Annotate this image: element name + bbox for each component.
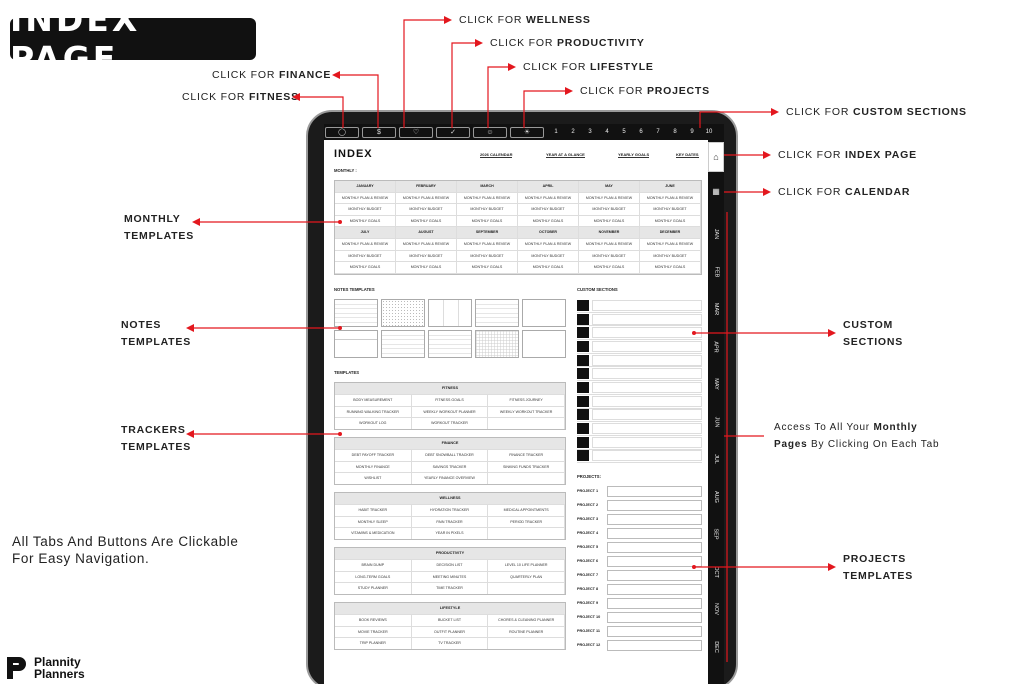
month-link[interactable]: MONTHLY GOALS [396, 262, 457, 274]
notes-template-thumb[interactable] [428, 330, 472, 358]
template-link[interactable]: TV TRACKER [412, 637, 489, 649]
month-link[interactable]: MONTHLY BUDGET [518, 204, 579, 216]
project-row[interactable] [577, 498, 702, 512]
notes-template-thumb[interactable] [381, 330, 425, 358]
project-field[interactable] [607, 514, 702, 525]
section-tab-4[interactable]: 4 [605, 129, 609, 135]
template-link [488, 417, 565, 429]
project-row[interactable] [577, 512, 702, 526]
project-row[interactable] [577, 568, 702, 582]
month-link[interactable]: MONTHLY GOALS [457, 262, 518, 274]
index-title: INDEX [334, 148, 373, 160]
project-row[interactable] [577, 582, 702, 596]
notes-label: NOTES TEMPLATES [334, 287, 375, 292]
label-custom-sections: CUSTOM SECTIONS [843, 319, 904, 348]
custom-section-field[interactable] [592, 409, 702, 420]
custom-section-row[interactable] [577, 395, 702, 409]
template-block-wellness [334, 492, 566, 540]
month-header-october[interactable]: OCTOBER [518, 227, 579, 239]
month-header-march[interactable]: MARCH [457, 181, 518, 193]
project-field[interactable] [607, 500, 702, 511]
project-field[interactable] [607, 570, 702, 581]
right-tab-bar [708, 140, 724, 684]
month-link[interactable]: MONTHLY BUDGET [457, 204, 518, 216]
productivity-icon[interactable]: ✓ [436, 127, 470, 138]
template-link[interactable]: MEDICAL APPOINTMENTS [488, 504, 565, 516]
month-tab-may[interactable]: MAY [712, 378, 719, 390]
project-label: PROJECT 5 [577, 545, 599, 549]
section-tab-8[interactable]: 8 [673, 129, 677, 135]
template-link[interactable]: SINKING FUNDS TRACKER [488, 461, 565, 473]
template-link[interactable]: FINANCE TRACKER [488, 449, 565, 461]
month-link[interactable]: MONTHLY PLAN & REVIEW [396, 239, 457, 251]
month-link[interactable]: MONTHLY PLAN & REVIEW [640, 193, 701, 205]
link-year-at-a-glance[interactable]: YEAR AT A GLANCE [546, 152, 585, 157]
month-tab-mar[interactable]: MAR [712, 302, 719, 316]
section-tab-6[interactable]: 6 [639, 129, 643, 135]
custom-section-row[interactable] [577, 340, 702, 354]
project-field[interactable] [607, 486, 702, 497]
custom-sections-list [577, 299, 702, 463]
custom-section-swatch[interactable] [577, 368, 589, 379]
template-link[interactable]: BOOK REVIEWS [335, 614, 412, 626]
wellness-icon[interactable]: ♡ [399, 127, 433, 138]
callout-index-page: CLICK FOR INDEX PAGE [778, 149, 917, 161]
template-block-title: FITNESS [335, 383, 565, 394]
notes-template-thumb[interactable] [522, 330, 566, 358]
project-row[interactable] [577, 540, 702, 554]
project-label: PROJECT 10 [577, 615, 601, 619]
template-link[interactable]: HABIT TRACKER [335, 504, 412, 516]
custom-section-field[interactable] [592, 382, 702, 393]
month-link[interactable]: MONTHLY PLAN & REVIEW [579, 193, 640, 205]
custom-section-swatch[interactable] [577, 314, 589, 325]
template-link[interactable]: WEEKLY WORKOUT PLANNER [412, 406, 489, 418]
month-link[interactable]: MONTHLY PLAN & REVIEW [518, 239, 579, 251]
template-link [488, 472, 565, 484]
section-tab-7[interactable]: 7 [656, 129, 660, 135]
template-link[interactable]: MOVIE TRACKER [335, 626, 412, 638]
project-row[interactable] [577, 638, 702, 652]
home-icon[interactable]: ⌂ [708, 142, 724, 172]
template-block-items [335, 614, 565, 649]
label-notes-templates: NOTES TEMPLATES [121, 319, 192, 348]
projects-list [577, 484, 702, 652]
month-link[interactable]: MONTHLY BUDGET [518, 251, 579, 263]
project-row[interactable] [577, 526, 702, 540]
template-block-title: LIFESTYLE [335, 603, 565, 614]
project-label: PROJECT 12 [577, 643, 601, 647]
project-row[interactable] [577, 484, 702, 498]
template-link[interactable]: RUNNING WALKING TRACKER [335, 406, 412, 418]
custom-section-swatch[interactable] [577, 327, 589, 338]
custom-section-swatch[interactable] [577, 382, 589, 393]
notes-template-thumb[interactable] [334, 330, 378, 358]
month-tab-nov[interactable]: NOV [712, 603, 719, 615]
month-link[interactable]: MONTHLY BUDGET [335, 251, 396, 263]
template-link[interactable]: LEVEL 10 LIFE PLANNER [488, 559, 565, 571]
month-header-april[interactable]: APRIL [518, 181, 579, 193]
projects-label: PROJECTS: [577, 474, 601, 479]
template-link[interactable]: TIME TRACKER [412, 582, 489, 594]
month-link[interactable]: MONTHLY BUDGET [457, 251, 518, 263]
callout-custom-sections: CLICK FOR CUSTOM SECTIONS [786, 106, 967, 118]
project-label: PROJECT 7 [577, 573, 599, 577]
notes-template-thumb[interactable] [428, 299, 472, 327]
projects-icon[interactable]: ☀ [510, 127, 544, 138]
template-link[interactable]: WORKOUT LOG [335, 417, 412, 429]
template-link[interactable]: FITNESS GOALS [412, 394, 489, 406]
project-label: PROJECT 3 [577, 517, 599, 521]
month-link[interactable]: MONTHLY PLAN & REVIEW [335, 239, 396, 251]
custom-section-row[interactable] [577, 450, 702, 464]
template-link[interactable]: SAVINGS TRACKER [412, 461, 489, 473]
custom-section-swatch[interactable] [577, 450, 589, 461]
project-label: PROJECT 2 [577, 503, 599, 507]
template-link[interactable]: DEBT PAYOFF TRACKER [335, 449, 412, 461]
month-tab-sep[interactable]: SEP [712, 528, 719, 540]
project-field[interactable] [607, 584, 702, 595]
custom-section-field[interactable] [592, 423, 702, 434]
month-link[interactable]: MONTHLY PLAN & REVIEW [457, 193, 518, 205]
notes-template-thumb[interactable] [475, 330, 519, 358]
template-link[interactable]: PAIN TRACKER [412, 516, 489, 528]
fitness-icon[interactable]: ◯ [325, 127, 359, 138]
month-link[interactable]: MONTHLY PLAN & REVIEW [457, 239, 518, 251]
project-label: PROJECT 1 [577, 489, 599, 493]
month-header-september[interactable]: SEPTEMBER [457, 227, 518, 239]
template-block-items [335, 559, 565, 594]
template-link[interactable]: FITNESS JOURNEY [488, 394, 565, 406]
label-projects-templates: PROJECTS TEMPLATES [843, 553, 914, 582]
month-link[interactable]: MONTHLY GOALS [518, 216, 579, 228]
project-row[interactable] [577, 554, 702, 568]
monthly-label: MONTHLY : [334, 168, 357, 173]
custom-section-swatch[interactable] [577, 409, 589, 420]
month-link[interactable]: MONTHLY GOALS [457, 216, 518, 228]
project-label: PROJECT 6 [577, 559, 599, 563]
month-header-august[interactable]: AUGUST [396, 227, 457, 239]
template-link[interactable]: MONTHLY FINANCE [335, 461, 412, 473]
month-header-december[interactable]: DECEMBER [640, 227, 701, 239]
notes-grid [334, 299, 568, 358]
month-link[interactable]: MONTHLY BUDGET [396, 251, 457, 263]
notes-template-thumb[interactable] [334, 299, 378, 327]
custom-section-swatch[interactable] [577, 355, 589, 366]
custom-section-row[interactable] [577, 326, 702, 340]
callout-productivity: CLICK FOR PRODUCTIVITY [490, 37, 645, 49]
template-link[interactable]: TRIP PLANNER [335, 637, 412, 649]
custom-section-field[interactable] [592, 355, 702, 366]
template-link[interactable]: QUARTERLY PLAN [488, 571, 565, 583]
monthly-grid [334, 180, 702, 275]
custom-section-swatch[interactable] [577, 423, 589, 434]
month-tab-jul[interactable]: JUL [713, 454, 719, 464]
month-link[interactable]: MONTHLY PLAN & REVIEW [396, 193, 457, 205]
month-link[interactable]: MONTHLY GOALS [335, 216, 396, 228]
custom-section-field[interactable] [592, 450, 702, 461]
template-link[interactable]: STUDY PLANNER [335, 582, 412, 594]
template-link[interactable]: ROUTINE PLANNER [488, 626, 565, 638]
template-block-productivity [334, 547, 566, 595]
custom-section-field[interactable] [592, 437, 702, 448]
label-trackers-templates: TRACKERS TEMPLATES [121, 424, 192, 453]
custom-section-row[interactable] [577, 299, 702, 313]
month-link[interactable]: MONTHLY BUDGET [579, 204, 640, 216]
month-tab-jan[interactable]: JAN [712, 228, 719, 240]
template-block-items [335, 449, 565, 484]
month-tab-dec[interactable]: DEC [713, 640, 719, 653]
month-link[interactable]: MONTHLY GOALS [579, 216, 640, 228]
finance-icon[interactable]: $ [362, 127, 396, 138]
project-label: PROJECT 9 [577, 601, 599, 605]
custom-section-row[interactable] [577, 409, 702, 423]
template-block-title: PRODUCTIVITY [335, 548, 565, 559]
section-tab-2[interactable]: 2 [571, 129, 575, 135]
month-link[interactable]: MONTHLY GOALS [640, 262, 701, 274]
template-block-title: WELLNESS [335, 493, 565, 504]
custom-section-row[interactable] [577, 436, 702, 450]
month-tab-aug[interactable]: AUG [712, 490, 719, 503]
custom-section-field[interactable] [592, 341, 702, 352]
template-link[interactable]: YEAR IN PIXELS [412, 527, 489, 539]
template-link [488, 527, 565, 539]
custom-section-field[interactable] [592, 368, 702, 379]
template-link [488, 582, 565, 594]
link-yearly-goals[interactable]: YEARLY GOALS [618, 152, 650, 157]
custom-section-row[interactable] [577, 313, 702, 327]
month-header-february[interactable]: FEBRUARY [396, 181, 457, 193]
month-header-may[interactable]: MAY [579, 181, 640, 193]
logo-icon [5, 655, 29, 681]
callout-calendar: CLICK FOR CALENDAR [778, 186, 911, 198]
project-field[interactable] [607, 612, 702, 623]
month-link[interactable]: MONTHLY GOALS [518, 262, 579, 274]
month-link[interactable]: MONTHLY BUDGET [640, 204, 701, 216]
month-link[interactable]: MONTHLY BUDGET [335, 204, 396, 216]
label-monthly-templates: MONTHLY TEMPLATES [124, 213, 195, 242]
callout-wellness: CLICK FOR WELLNESS [459, 14, 591, 26]
project-row[interactable] [577, 596, 702, 610]
month-header-june[interactable]: JUNE [640, 181, 701, 193]
template-block-items [335, 504, 565, 539]
notes-template-thumb[interactable] [475, 299, 519, 327]
section-tab-5[interactable]: 5 [622, 129, 626, 135]
project-field[interactable] [607, 640, 702, 651]
template-block-lifestyle [334, 602, 566, 650]
custom-section-swatch[interactable] [577, 300, 589, 311]
custom-section-swatch[interactable] [577, 341, 589, 352]
custom-section-field[interactable] [592, 300, 702, 311]
template-block-items [335, 394, 565, 429]
lifestyle-icon[interactable]: ☺ [473, 127, 507, 138]
project-field[interactable] [607, 626, 702, 637]
month-link[interactable]: MONTHLY BUDGET [396, 204, 457, 216]
template-link[interactable]: MONTHLY SLEEP [335, 516, 412, 528]
template-link[interactable]: BRAIN DUMP [335, 559, 412, 571]
project-field[interactable] [607, 556, 702, 567]
callout-lifestyle: CLICK FOR LIFESTYLE [523, 61, 654, 73]
brand-logo [5, 655, 85, 681]
link-calendar[interactable]: 2026 CALENDAR [480, 152, 513, 157]
month-link[interactable]: MONTHLY PLAN & REVIEW [518, 193, 579, 205]
calendar-icon[interactable]: ▦ [712, 187, 720, 196]
template-link[interactable]: HYDRATION TRACKER [412, 504, 489, 516]
template-link[interactable]: OUTFIT PLANNER [412, 626, 489, 638]
notes-template-thumb[interactable] [381, 299, 425, 327]
project-row[interactable] [577, 610, 702, 624]
template-link[interactable]: DECISION LIST [412, 559, 489, 571]
month-link[interactable]: MONTHLY GOALS [396, 216, 457, 228]
custom-section-row[interactable] [577, 422, 702, 436]
project-row[interactable] [577, 624, 702, 638]
month-header-november[interactable]: NOVEMBER [579, 227, 640, 239]
template-link [488, 637, 565, 649]
monthly-tabs-note: Access To All Your Monthly Pages By Clicking On Each Tab [774, 422, 940, 450]
callout-finance: CLICK FOR FINANCE [212, 69, 332, 81]
planner-screen [324, 124, 724, 684]
page-title-badge: INDEX PAGE [10, 18, 256, 60]
template-link[interactable]: WORKOUT TRACKER [412, 417, 489, 429]
month-header-july[interactable]: JULY [335, 227, 396, 239]
month-tab-jun[interactable]: JUN [712, 416, 719, 427]
template-link[interactable]: CHORES & CLEANING PLANNER [488, 614, 565, 626]
link-key-dates[interactable]: KEY DATES [676, 152, 699, 157]
month-link[interactable]: MONTHLY GOALS [640, 216, 701, 228]
custom-section-swatch[interactable] [577, 437, 589, 448]
month-link[interactable]: MONTHLY PLAN & REVIEW [335, 193, 396, 205]
month-tab-apr[interactable]: APR [713, 340, 719, 353]
notes-template-thumb[interactable] [522, 299, 566, 327]
template-link[interactable]: PERIOD TRACKER [488, 516, 565, 528]
templates-label: TEMPLATES [334, 370, 360, 375]
custom-section-row[interactable] [577, 354, 702, 368]
template-link[interactable]: YEARLY FINANCE OVERVIEW [412, 472, 489, 484]
month-link[interactable]: MONTHLY GOALS [579, 262, 640, 274]
project-label: PROJECT 8 [577, 587, 599, 591]
template-link[interactable]: LONG-TERM GOALS [335, 571, 412, 583]
template-link[interactable]: BODY MEASUREMENT [335, 394, 412, 406]
template-link[interactable]: BUCKET LIST [412, 614, 489, 626]
all-tabs-note: All Tabs And Buttons Are Clickable For Easy Navigation. [12, 534, 239, 566]
custom-section-row[interactable] [577, 367, 702, 381]
template-link[interactable]: VITAMINS & MEDICATION [335, 527, 412, 539]
project-label: PROJECT 11 [577, 629, 601, 633]
month-link[interactable]: MONTHLY PLAN & REVIEW [579, 239, 640, 251]
custom-label: CUSTOM SECTIONS [577, 287, 618, 292]
section-tab-9[interactable]: 9 [690, 129, 694, 135]
month-link[interactable]: MONTHLY BUDGET [640, 251, 701, 263]
custom-section-row[interactable] [577, 381, 702, 395]
top-tab-bar [324, 124, 724, 140]
project-field[interactable] [607, 598, 702, 609]
template-block-fitness [334, 382, 566, 430]
month-header-january[interactable]: JANUARY [335, 181, 396, 193]
template-link[interactable]: DEBT SNOWBALL TRACKER [412, 449, 489, 461]
month-link[interactable]: MONTHLY PLAN & REVIEW [640, 239, 701, 251]
section-tab-3[interactable]: 3 [588, 129, 592, 135]
template-link[interactable]: WEEKLY WORKOUT TRACKER [488, 406, 565, 418]
template-block-title: FINANCE [335, 438, 565, 449]
template-link[interactable]: MEETING MINUTES [412, 571, 489, 583]
section-tab-1[interactable]: 1 [554, 129, 558, 135]
template-link[interactable]: WISHLIST [335, 472, 412, 484]
custom-section-field[interactable] [592, 396, 702, 407]
template-block-finance [334, 437, 566, 485]
project-field[interactable] [607, 542, 702, 553]
custom-section-field[interactable] [592, 314, 702, 325]
month-link[interactable]: MONTHLY BUDGET [579, 251, 640, 263]
callout-projects: CLICK FOR PROJECTS [580, 85, 710, 97]
month-link[interactable]: MONTHLY GOALS [335, 262, 396, 274]
project-field[interactable] [607, 528, 702, 539]
project-label: PROJECT 4 [577, 531, 599, 535]
logo-text: Plannity Planners [34, 655, 85, 681]
custom-section-field[interactable] [592, 327, 702, 338]
custom-section-swatch[interactable] [577, 396, 589, 407]
month-tab-feb[interactable]: FEB [712, 266, 719, 277]
callout-fitness: CLICK FOR FITNESS [182, 91, 299, 103]
section-tab-10[interactable]: 10 [705, 129, 713, 135]
month-tab-oct[interactable]: OCT [713, 565, 719, 578]
